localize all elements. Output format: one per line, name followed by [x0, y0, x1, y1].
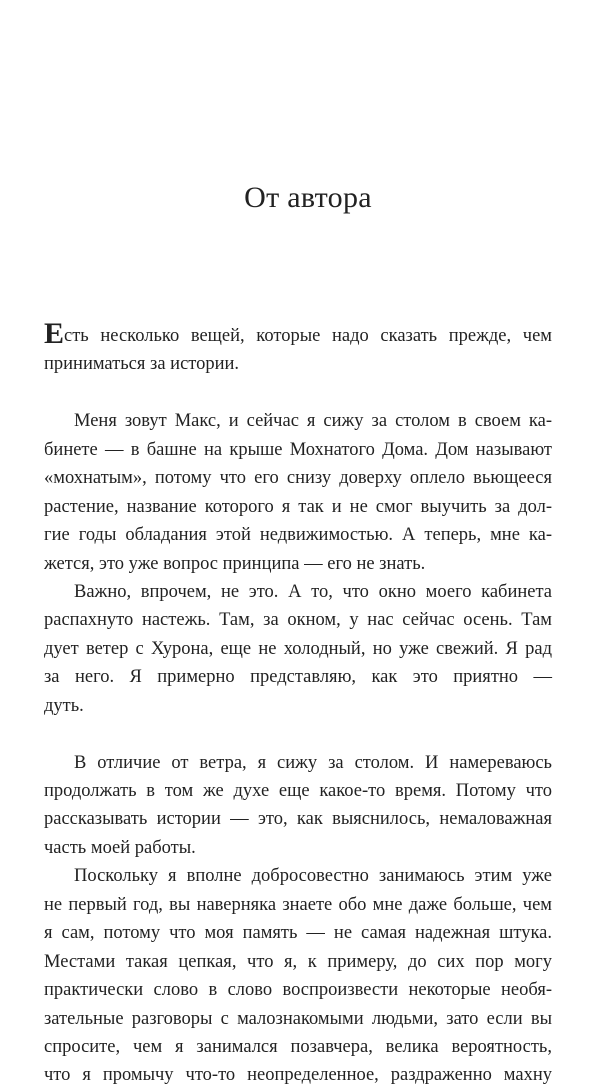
section-gap: [44, 379, 552, 407]
text-line: Местами такая цепкая, что я, к примеру, до сих пор могу: [44, 951, 552, 972]
paragraph: [44, 749, 552, 863]
text-line: растение, название которого я так и не смог выучить за дол-: [44, 496, 552, 517]
text-line: дуть.: [44, 695, 84, 716]
text-line: «мохнатым», потому что его снизу доверху оплело вьющееся: [44, 468, 552, 489]
text-line: В отличие от ветра, я сижу за столом. И намереваюсь: [74, 752, 552, 773]
text-line: не первый год, вы наверняка знаете обо мне даже больше, чем: [44, 894, 552, 915]
text-line: распахнуто настежь. Там, за окном, у нас сейчас осень. Там: [44, 610, 552, 631]
text-line: часть моей работы.: [44, 837, 196, 858]
text-line: продолжать в том же духе еще какое-то время. Потому что: [44, 781, 552, 801]
text-line: жется, это уже вопрос принципа — его не знать.: [44, 553, 426, 574]
text-line: за него. Я примерно представляю, как это приятно —: [44, 667, 552, 688]
text-line: Поскольку я вполне добросовестно занимаюсь этим уже: [74, 866, 552, 887]
text-line: приниматься за истории.: [44, 354, 240, 375]
text-line: дует ветер с Хурона, еще не холодный, но уже свежий. Я рад: [44, 638, 552, 659]
text-line: зательные разговоры с малознакомыми людьми, зато если вы: [44, 1008, 552, 1029]
text-line: бинете — в башне на крыше Мохнатого Дома. Дом называют: [44, 439, 552, 460]
text-body: [44, 317, 552, 1090]
text-line: что я промычу что-то неопределенное, раздраженно махну: [44, 1065, 552, 1086]
text-line: практически слово в слово воспроизвести некоторые необя-: [44, 980, 552, 1001]
text-line: я сам, потому что моя память — не самая надежная штука.: [44, 923, 552, 944]
paragraph: [44, 862, 552, 1090]
drop-cap: Е: [44, 317, 65, 350]
text-line: [44, 317, 552, 350]
section-gap: [44, 720, 552, 748]
paragraph: [44, 578, 552, 720]
paragraph: [44, 407, 552, 578]
text-line: Важно, впрочем, не это. А то, что окно моего кабинета: [74, 581, 552, 602]
chapter-title: От автора: [244, 181, 372, 214]
text-line: спросите, чем я занимался позавчера, велика вероятность,: [44, 1036, 552, 1057]
text-line: рассказывать истории — это, как выяснилось, немаловажная: [44, 809, 552, 830]
line-text: сть несколько вещей, которые надо сказать прежде, чем: [64, 326, 552, 346]
text-line: гие годы обладания этой недвижимостью. А теперь, мне ка-: [44, 525, 552, 546]
text-line: Меня зовут Макс, и сейчас я сижу за столом в своем ка-: [74, 411, 552, 432]
intro-paragraph: [44, 317, 552, 379]
